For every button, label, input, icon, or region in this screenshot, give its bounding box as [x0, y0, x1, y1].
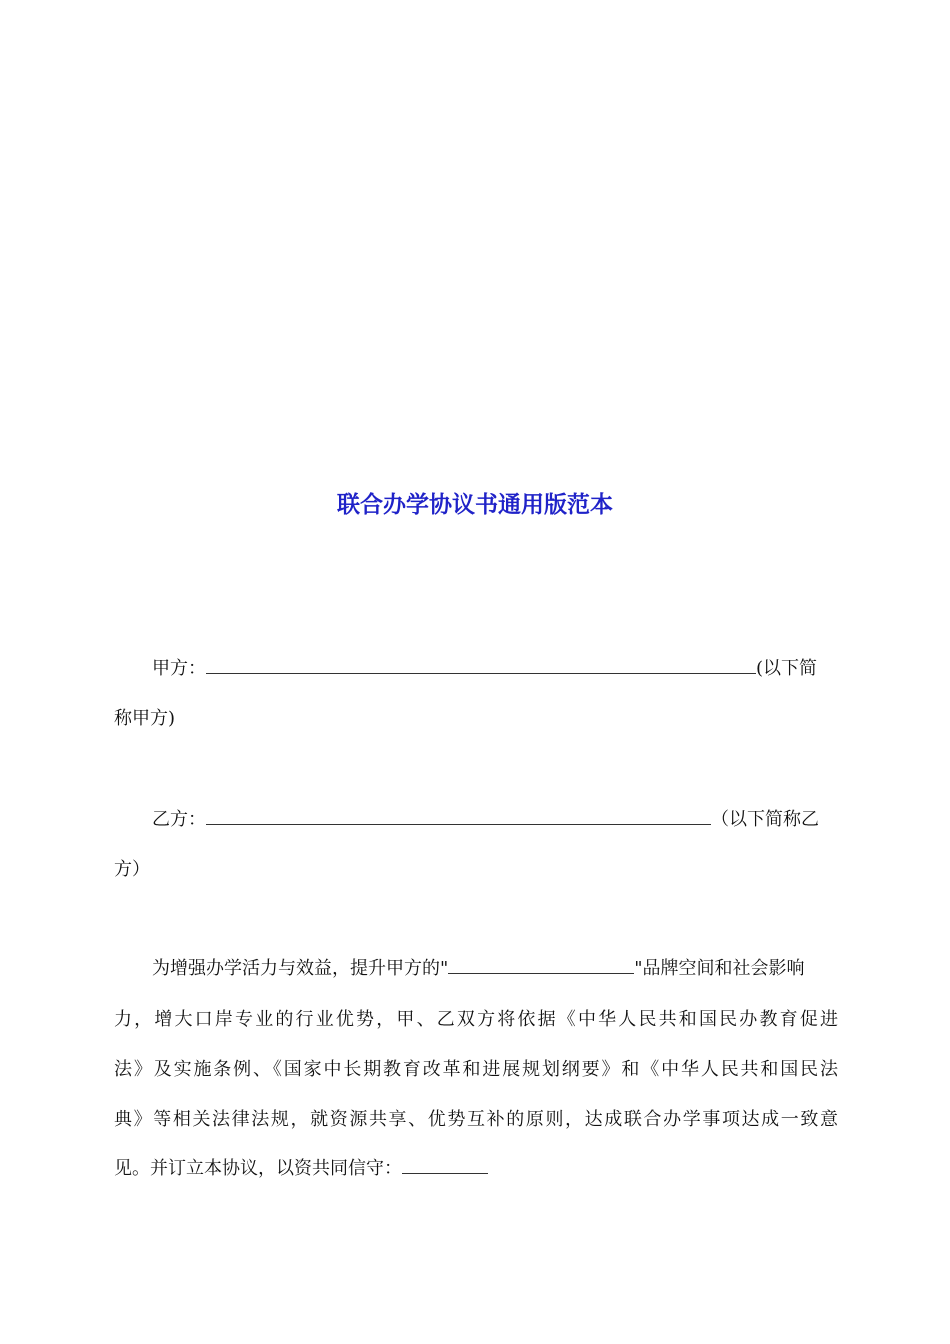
- party-b-suffix: （以下简称乙: [711, 809, 819, 830]
- party-a-label: 甲方：: [152, 658, 206, 679]
- party-a-line-2: [114, 707, 838, 731]
- party-a-suffix-continued: 称甲方): [114, 708, 176, 729]
- preamble-line-3: 法》及实施条例、《国家中长期教育改革和进展规划纲要》和《中华人民共和国民法: [114, 1059, 838, 1080]
- preamble-line-4: 典》等相关法律法规，就资源共享、优势互补的原则，达成联合办学事项达成一致意: [114, 1109, 838, 1130]
- closing-blank: [402, 1157, 488, 1174]
- party-a-blank: [206, 657, 756, 674]
- party-b-line: [152, 808, 838, 832]
- party-a-suffix: (以下简: [756, 658, 818, 679]
- document-title: 联合办学协议书通用版范本: [337, 492, 613, 518]
- preamble-closing: 见。并订立本协议，以资共同信守：: [114, 1158, 402, 1179]
- preamble-line-1: [152, 957, 838, 981]
- preamble-line-5: [114, 1157, 838, 1181]
- party-a-line: [152, 657, 838, 681]
- party-b-blank: [206, 808, 711, 825]
- preamble-text-start: 为增强办学活力与效益，提升甲方的": [152, 958, 449, 979]
- preamble-line-2: 力，增大口岸专业的行业优势，甲、乙双方将依据《中华人民共和国民办教育促进: [114, 1009, 838, 1030]
- party-b-line-2: [114, 858, 838, 882]
- preamble-text-end: "品牌空间和社会影响: [634, 958, 805, 979]
- party-b-suffix-continued: 方）: [114, 859, 150, 880]
- party-b-label: 乙方：: [152, 809, 206, 830]
- brand-blank: [448, 957, 634, 974]
